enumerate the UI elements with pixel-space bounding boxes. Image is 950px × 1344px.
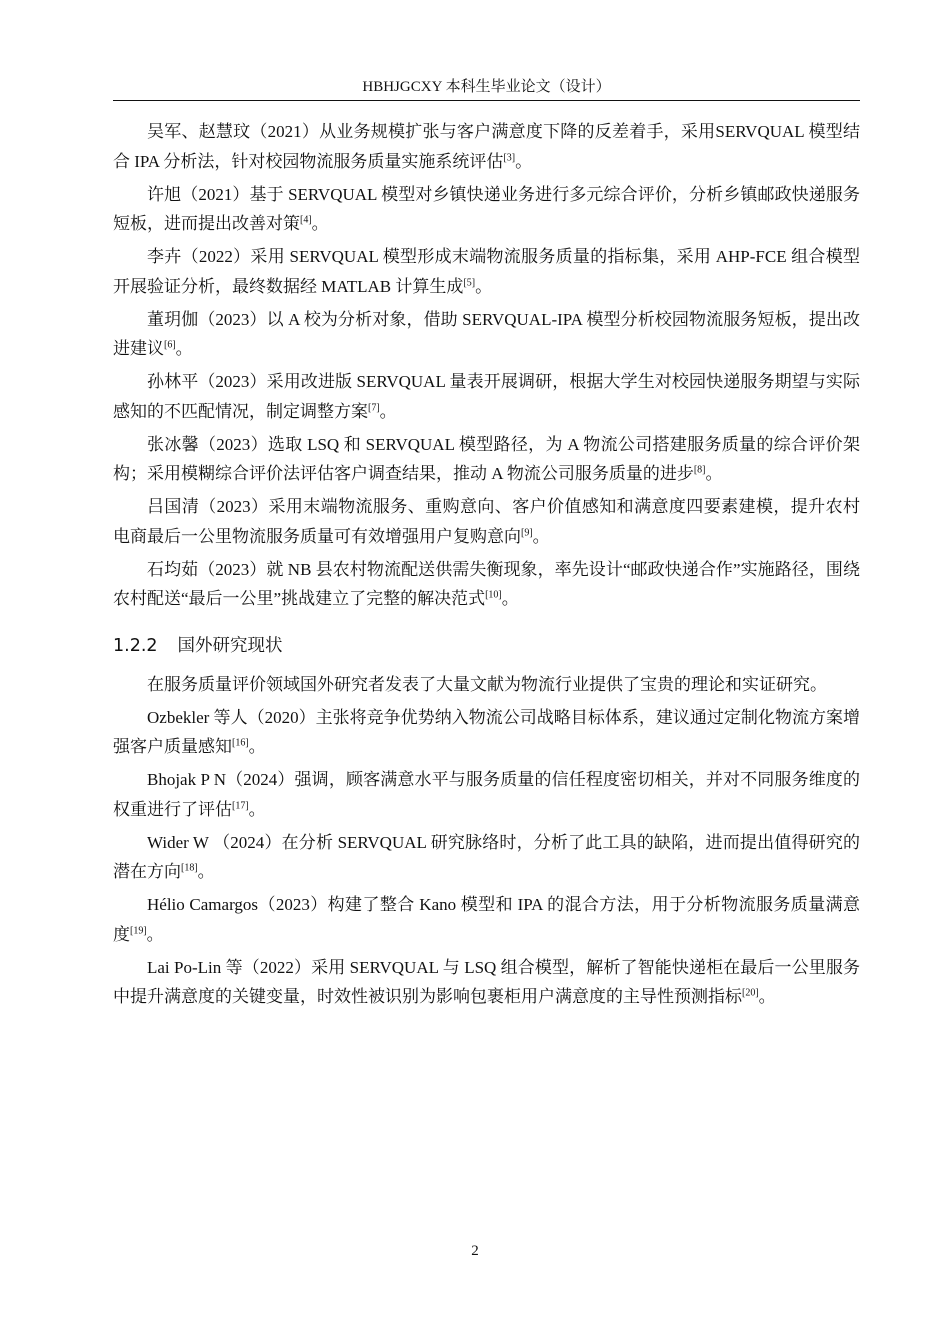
section-number: 1.2.2 xyxy=(113,635,158,656)
citation: [7] xyxy=(368,401,380,413)
section-title: 国外研究现状 xyxy=(177,635,283,656)
citation: [17] xyxy=(232,799,249,811)
citation: [19] xyxy=(130,924,147,936)
paragraph-ozbekler: Ozbekler 等人（2020）主张将竞争优势纳入物流公司战略目标体系，建议通过定制化物流方案增强客户质量感知[16]。 xyxy=(113,707,860,756)
citation: [6] xyxy=(164,339,176,351)
paragraph-lai-polin: Lai Po-Lin 等（2022）采用 SERVQUAL 与 LSQ 组合模型，解析了智能快递柜在最后一公里服务中提升满意度的关键变量，时效性被识别为影响包裹柜用户满意度的主导性预测指标[20]。 xyxy=(113,957,860,1006)
citation: [10] xyxy=(485,589,502,601)
paragraph-camargos: Hélio Camargos（2023）构建了整合 Kano 模型和 IPA 的混合方法，用于分析物流服务质量满意度[19]。 xyxy=(113,895,860,944)
citation: [5] xyxy=(463,276,476,288)
paragraph-wu-jun: 吴军、赵慧玟（2021）从业务规模扩张与客户满意度下降的反差着手，采用SERVQUAL 模型结合 IPA 分析法，针对校园物流服务质量实施系统评估[3]。 xyxy=(113,122,860,171)
paragraph-sun-linping: 孙林平（2023）采用改进版 SERVQUAL 量表开展调研，根据大学生对校园快递服务期望与实际感知的不匹配情况，制定调整方案[7]。 xyxy=(113,372,860,421)
paragraph-zhang-bingxin: 张冰馨（2023）选取 LSQ 和 SERVQUAL 模型路径，为 A 物流公司搭建服务质量的综合评价架构；采用模糊综合评价法评估客户调查结果，推动 A 物流公司服务质量的进步[8]。 xyxy=(113,434,860,483)
paragraph-lv-guoqing: 吕国清（2023）采用末端物流服务、重购意向、客户价值感知和满意度四要素建模，提升农村电商最后一公里物流服务质量可有效增强用户复购意向[9]。 xyxy=(113,497,860,546)
paragraph-xu-xu: 许旭（2021）基于 SERVQUAL 模型对乡镇快递业务进行多元综合评价，分析乡镇邮政快递服务短板，进而提出改善对策[4]。 xyxy=(113,184,860,233)
section-heading xyxy=(113,632,860,660)
document-body xyxy=(113,117,860,1015)
citation: [3] xyxy=(503,151,516,163)
running-header: HBHJGCXY 本科生毕业论文（设计） xyxy=(362,79,611,95)
citation: [8] xyxy=(693,464,706,476)
paragraph-bhojak: Bhojak P N（2024）强调，顾客满意水平与服务质量的信任程度密切相关，并对不同服务维度的权重进行了评估[17]。 xyxy=(113,770,860,819)
citation: [4] xyxy=(300,214,312,226)
citation: [16] xyxy=(232,737,249,749)
page-number: 2 xyxy=(471,1243,479,1259)
paragraph-li-hui: 李卉（2022）采用 SERVQUAL 模型形成末端物流服务质量的指标集，采用 AHP-FCE 组合模型开展验证分析，最终数据经 MATLAB 计算生成[5]。 xyxy=(113,247,860,296)
citation: [18] xyxy=(181,862,198,874)
paragraph-intro: 在服务质量评价领域国外研究者发表了大量文献为物流行业提供了宝贵的理论和实证研究。 xyxy=(147,674,827,694)
header-rule xyxy=(113,100,860,101)
citation: [9] xyxy=(521,526,533,538)
paragraph-shi-junru: 石均茹（2023）就 NB 县农村物流配送供需失衡现象，率先设计“邮政快递合作”实施路径，围绕农村配送“最后一公里”挑战建立了完整的解决范式[10]。 xyxy=(113,559,860,608)
citation: [20] xyxy=(742,987,759,999)
paragraph-wider: Wider W （2024）在分析 SERVQUAL 研究脉络时，分析了此工具的缺陷，进而提出值得研究的潜在方向[18]。 xyxy=(113,832,860,881)
paragraph-dong-yuejia: 董玥伽（2023）以 A 校为分析对象，借助 SERVQUAL-IPA 模型分析校园物流服务短板，提出改进建议[6]。 xyxy=(113,309,860,358)
